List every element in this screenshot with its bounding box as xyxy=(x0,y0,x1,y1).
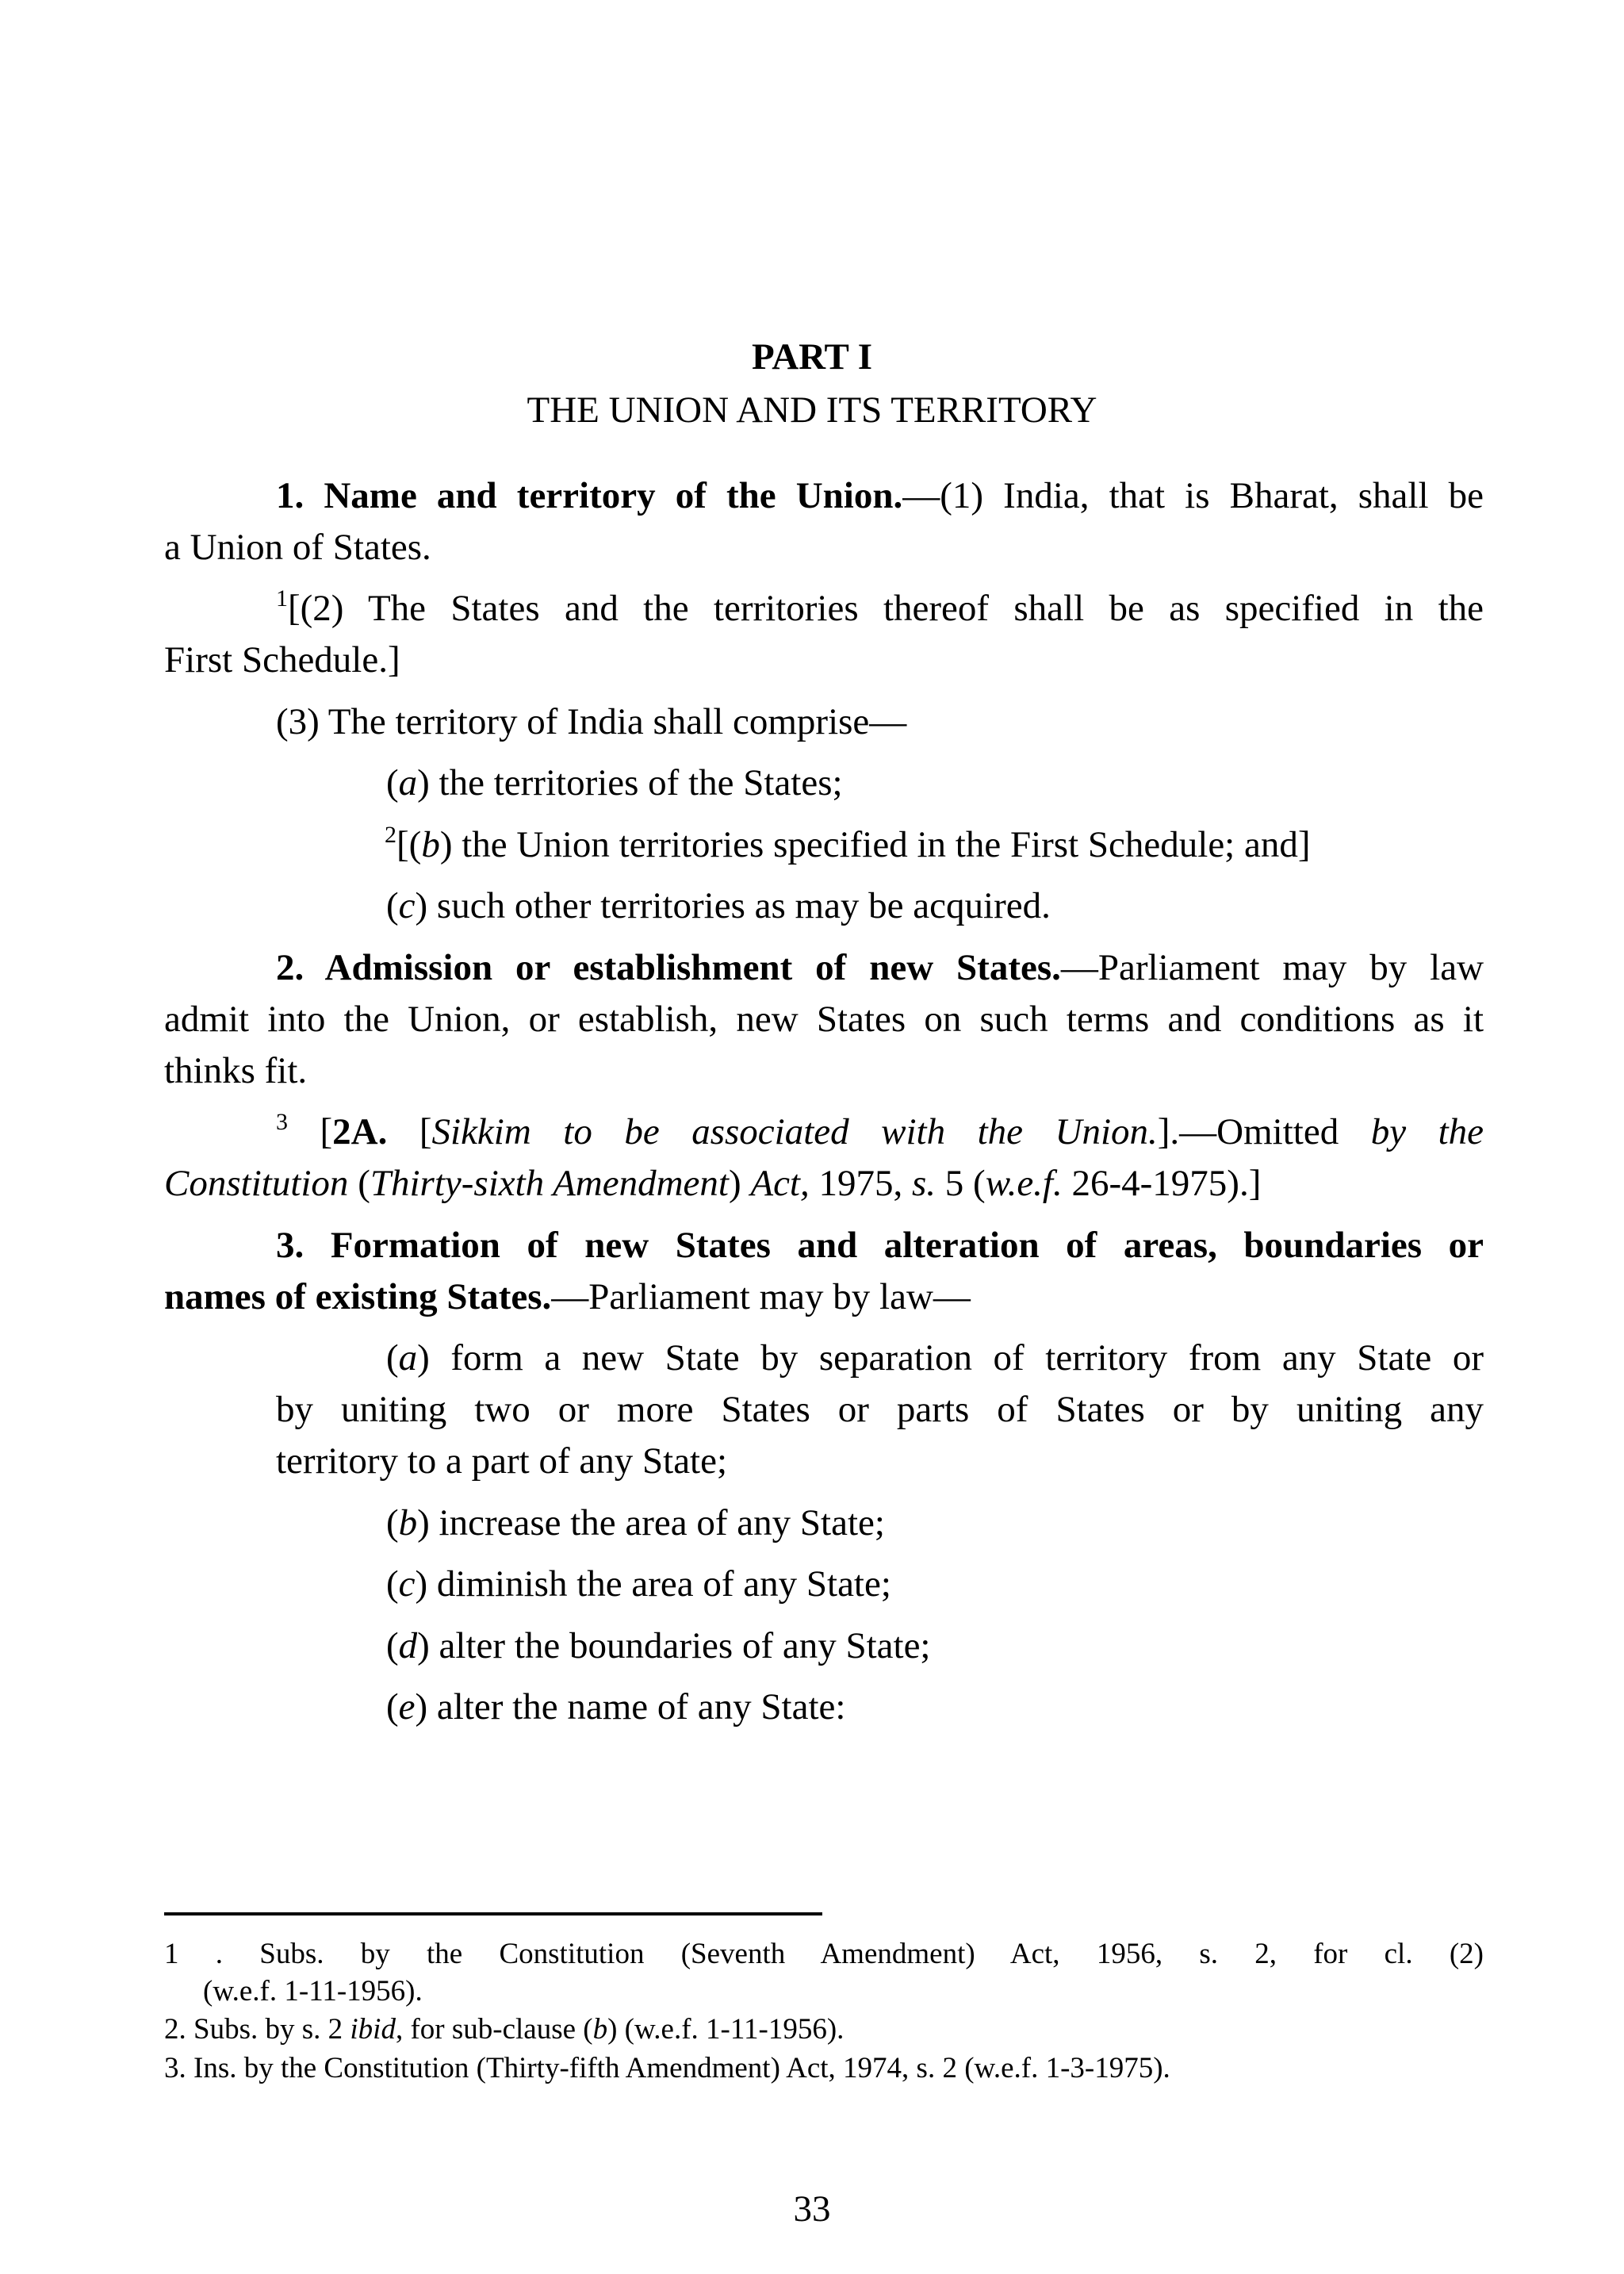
article-2a-line-1: $^3$ [2A. [Sikkim to be associated with the Union.].—Omitted by the xyxy=(276,1109,1484,1152)
article-1-clause-3: (3) The territory of India shall comprise— xyxy=(276,701,907,742)
article-3-title-line-1: 3. Formation of new States and alteration of areas, boundaries or xyxy=(276,1225,1484,1266)
article-3-sub-c: (c) diminish the area of any State; xyxy=(386,1563,891,1605)
part-heading: PART I xyxy=(752,336,872,378)
article-2a-line-2: Constitution (Thirty-sixth Amendment) Act, 1975, s. 5 (w.e.f. 26-4-1975).] xyxy=(164,1163,1262,1204)
footnote-1-line-1: 1 . Subs. by the Constitution (Seventh Amendment) Act, 1956, s. 2, for cl. (2) xyxy=(164,1938,1484,1970)
article-1-clause-2-line-2: First Schedule.] xyxy=(164,639,400,681)
footnote-ref-2: 2 xyxy=(385,822,396,848)
article-3-sub-d: (d) alter the boundaries of any State; xyxy=(386,1625,931,1666)
part-subheading: THE UNION AND ITS TERRITORY xyxy=(527,389,1097,431)
article-3-sub-b: (b) increase the area of any State; xyxy=(386,1502,885,1543)
article-1-sub-a: (a) the territories of the States; xyxy=(386,762,843,803)
page-number: 33 xyxy=(793,2188,831,2230)
article-3-sub-a-line-3: territory to a part of any State; xyxy=(276,1440,728,1482)
article-1-line-2: a Union of States. xyxy=(164,527,431,568)
article-3-sub-a-line-2: by uniting two or more States or parts of States or by uniting any xyxy=(276,1389,1484,1430)
footnote-2: 2. Subs. by s. 2 ibid, for sub-clause (b) (w.e.f. 1-11-1956). xyxy=(164,2013,845,2046)
article-1-sub-c: (c) such other territories as may be acquired. xyxy=(386,885,1051,926)
footnote-3: 3. Ins. by the Constitution (Thirty-fifth Amendment) Act, 1974, s. 2 (w.e.f. 1-3-1975). xyxy=(164,2052,1170,2084)
article-3-title-line-2: names of existing States.—Parliament may by law— xyxy=(164,1276,971,1317)
article-2-line-1: 2. Admission or establishment of new States.—Parliament may by law xyxy=(276,947,1484,988)
article-3-sub-e: (e) alter the name of any State: xyxy=(386,1686,846,1728)
article-1-sub-b: $^2$[(b) the Union territories specified in the First Schedule; and] xyxy=(385,822,1311,865)
footnote-ref-1: 1 xyxy=(276,585,288,612)
article-2-line-2: admit into the Union, or establish, new States on such terms and conditions as it xyxy=(164,999,1484,1040)
article-2-line-3: thinks fit. xyxy=(164,1050,308,1091)
article-1-title: 1. Name and territory of the Union. xyxy=(276,475,903,516)
article-2-title: 2. Admission or establishment of new States. xyxy=(276,947,1061,988)
footnote-1-line-2: (w.e.f. 1-11-1956). xyxy=(203,1975,423,2007)
article-1-line-1: 1. Name and territory of the Union.—(1) India, that is Bharat, shall be xyxy=(276,475,1484,516)
footnote-ref-3: 3 xyxy=(276,1109,288,1135)
footnote-separator xyxy=(164,1912,822,1915)
article-3-sub-a-line-1: (a) form a new State by separation of territory from any State or xyxy=(386,1337,1484,1379)
article-1-clause-2-line-1: $^1$[(2) The States and the territories thereof shall be as specified in the xyxy=(276,585,1484,629)
